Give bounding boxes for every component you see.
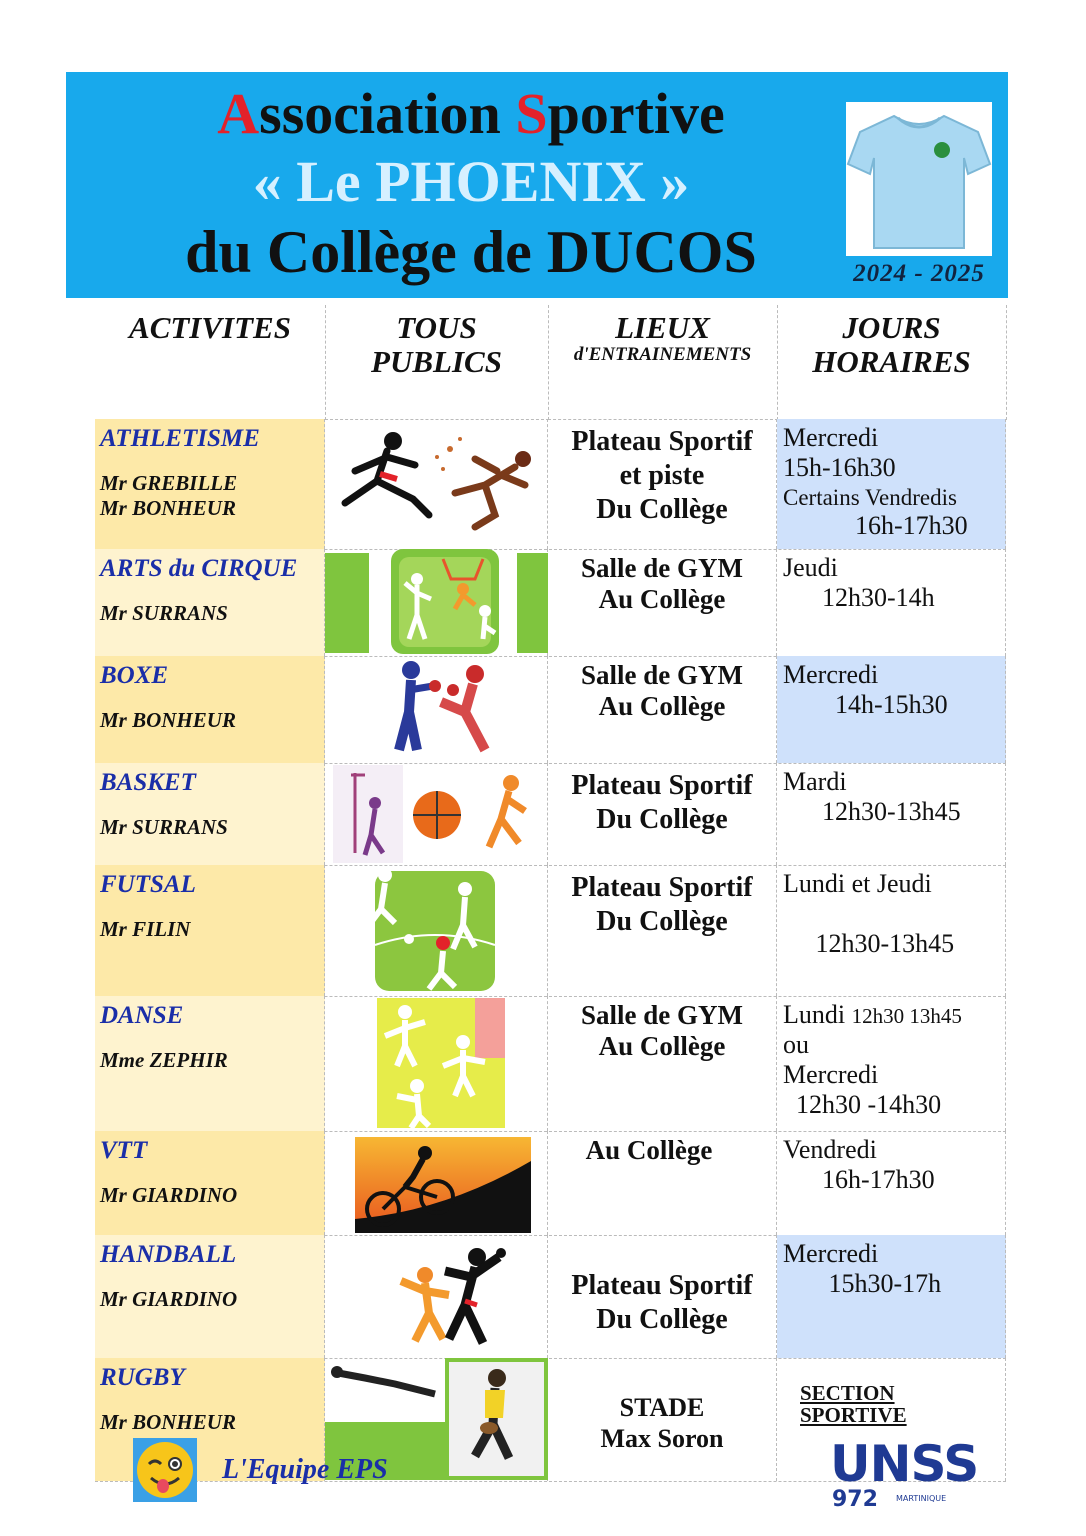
futsal-players-icon xyxy=(325,865,548,996)
place-cell xyxy=(548,1358,777,1481)
activity-name: BASKET xyxy=(100,769,196,796)
table-row xyxy=(95,865,1006,997)
table-row xyxy=(95,996,1006,1132)
place-cell xyxy=(548,865,777,996)
table-row xyxy=(95,1235,1006,1359)
table-row xyxy=(95,656,1006,764)
place-text: Au Collège xyxy=(585,1135,713,1165)
activity-name: ATHLETISME xyxy=(100,425,260,452)
place-text: Plateau Sportif Du Collège xyxy=(571,872,753,937)
place-text: Salle de GYM Au Collège xyxy=(581,660,743,721)
schedule-small: 12h30 13h45 xyxy=(851,1004,962,1028)
coach-name: Mr BONHEUR xyxy=(100,1410,236,1434)
activity-cell xyxy=(95,996,325,1131)
schedule-text: Mercredi 14h-15h30 xyxy=(783,660,948,719)
table-row xyxy=(95,1131,1006,1236)
activity-name: BOXE xyxy=(100,662,169,689)
column-header-days: JOURS HORAIRES xyxy=(777,305,1007,420)
schedule-cell xyxy=(777,763,1006,865)
place-text: Salle de GYM Au Collège xyxy=(581,553,743,614)
coach-name: Mr BONHEUR xyxy=(100,708,236,732)
basketball-icon xyxy=(325,763,548,865)
place-cell xyxy=(548,419,777,549)
coach-name: Mr SURRANS xyxy=(100,601,228,625)
page-title xyxy=(96,80,846,288)
winking-emoji-icon xyxy=(133,1438,197,1502)
activity-cell xyxy=(95,1131,325,1235)
title-line-1: Association Sportive xyxy=(217,81,725,146)
place-text: STADE Max Soron xyxy=(600,1393,724,1453)
schedule-text: Lundi et Jeudi 12h30-13h45 xyxy=(783,869,955,958)
place-cell xyxy=(548,1235,777,1358)
section-sportive-label: SECTION SPORTIVE xyxy=(800,1381,907,1427)
school-year: 2024 - 2025 xyxy=(853,260,985,287)
coach-name: Mr FILIN xyxy=(100,917,191,941)
coach-name: Mr GIARDINO xyxy=(100,1287,238,1311)
place-text: Plateau Sportif Du Collège xyxy=(571,770,753,835)
table-row xyxy=(95,419,1006,550)
place-text: Plateau Sportif Du Collège xyxy=(571,1270,753,1335)
schedule-cell xyxy=(777,549,1006,656)
unss-code: 972 xyxy=(832,1487,878,1512)
schedule-text: Vendredi 16h-17h30 xyxy=(783,1135,935,1194)
handball-players-icon xyxy=(325,1235,548,1358)
activity-cell xyxy=(95,1235,325,1358)
running-athletes-icon xyxy=(325,419,548,549)
table-row xyxy=(95,549,1006,657)
column-header-places: LIEUX d'ENTRAINEMENTS xyxy=(548,305,778,420)
mountain-bike-icon xyxy=(325,1131,548,1235)
circus-acrobat-icon xyxy=(325,549,548,656)
schedule-cell xyxy=(777,1131,1006,1235)
header-banner xyxy=(66,72,1008,298)
activity-name: RUGBY xyxy=(100,1364,185,1391)
schedule-cell xyxy=(777,1235,1006,1358)
tshirt-image xyxy=(846,102,992,256)
schedule-text: Mercredi 15h30-17h xyxy=(783,1239,942,1298)
place-cell xyxy=(548,1131,777,1235)
place-cell xyxy=(548,549,777,656)
activity-cell xyxy=(95,865,325,996)
schedule-cell xyxy=(777,996,1006,1131)
activity-cell xyxy=(95,763,325,865)
place-text: Salle de GYM Au Collège xyxy=(581,1000,743,1061)
team-signature: L'Equipe EPS xyxy=(222,1454,388,1485)
table-row xyxy=(95,763,1006,866)
activity-name: FUTSAL xyxy=(100,871,196,898)
schedule-extra-time: 16h-17h30 xyxy=(855,511,968,540)
activity-name: HANDBALL xyxy=(100,1241,237,1268)
unss-region: MARTINIQUE xyxy=(896,1494,947,1503)
activity-name: VTT xyxy=(100,1137,148,1164)
schedule-cell xyxy=(777,656,1006,763)
dancers-icon xyxy=(325,996,548,1131)
activity-cell xyxy=(95,549,325,656)
column-header-public: TOUS PUBLICS xyxy=(325,305,549,420)
title-line-2: « Le PHOENIX » xyxy=(252,149,690,214)
place-cell xyxy=(548,656,777,763)
schedule-cell xyxy=(777,419,1006,549)
activity-name: DANSE xyxy=(100,1002,184,1029)
schedule-text: ou Mercredi 12h30 -14h30 xyxy=(783,1030,942,1119)
schedule-text: Jeudi 12h30-14h xyxy=(783,553,935,612)
unss-logo xyxy=(830,1436,1012,1516)
boxers-icon xyxy=(325,656,548,763)
place-text: Plateau Sportif et piste Du Collège xyxy=(571,426,753,525)
schedule-cell xyxy=(777,865,1006,996)
coach-name: Mr GIARDINO xyxy=(100,1183,238,1207)
place-cell xyxy=(548,763,777,865)
activity-cell xyxy=(95,419,325,549)
schedule-day: Lundi xyxy=(783,1000,852,1029)
schedule-text: Mardi 12h30-13h45 xyxy=(783,767,961,826)
title-line-3: du Collège de DUCOS xyxy=(185,219,757,285)
schedule-extra: Certains Vendredis xyxy=(783,485,957,510)
activity-name: ARTS du CIRQUE xyxy=(100,555,298,582)
coach-name: Mme ZEPHIR xyxy=(100,1048,228,1072)
schedule-text: Mercredi 15h-16h30 xyxy=(783,423,896,482)
place-cell xyxy=(548,996,777,1131)
coach-name: Mr GREBILLE Mr BONHEUR xyxy=(100,471,238,520)
column-header-activities: ACTIVITES xyxy=(95,305,326,420)
coach-name: Mr SURRANS xyxy=(100,815,228,839)
unss-logo-text: UNSS xyxy=(830,1435,979,1493)
activity-cell xyxy=(95,656,325,763)
